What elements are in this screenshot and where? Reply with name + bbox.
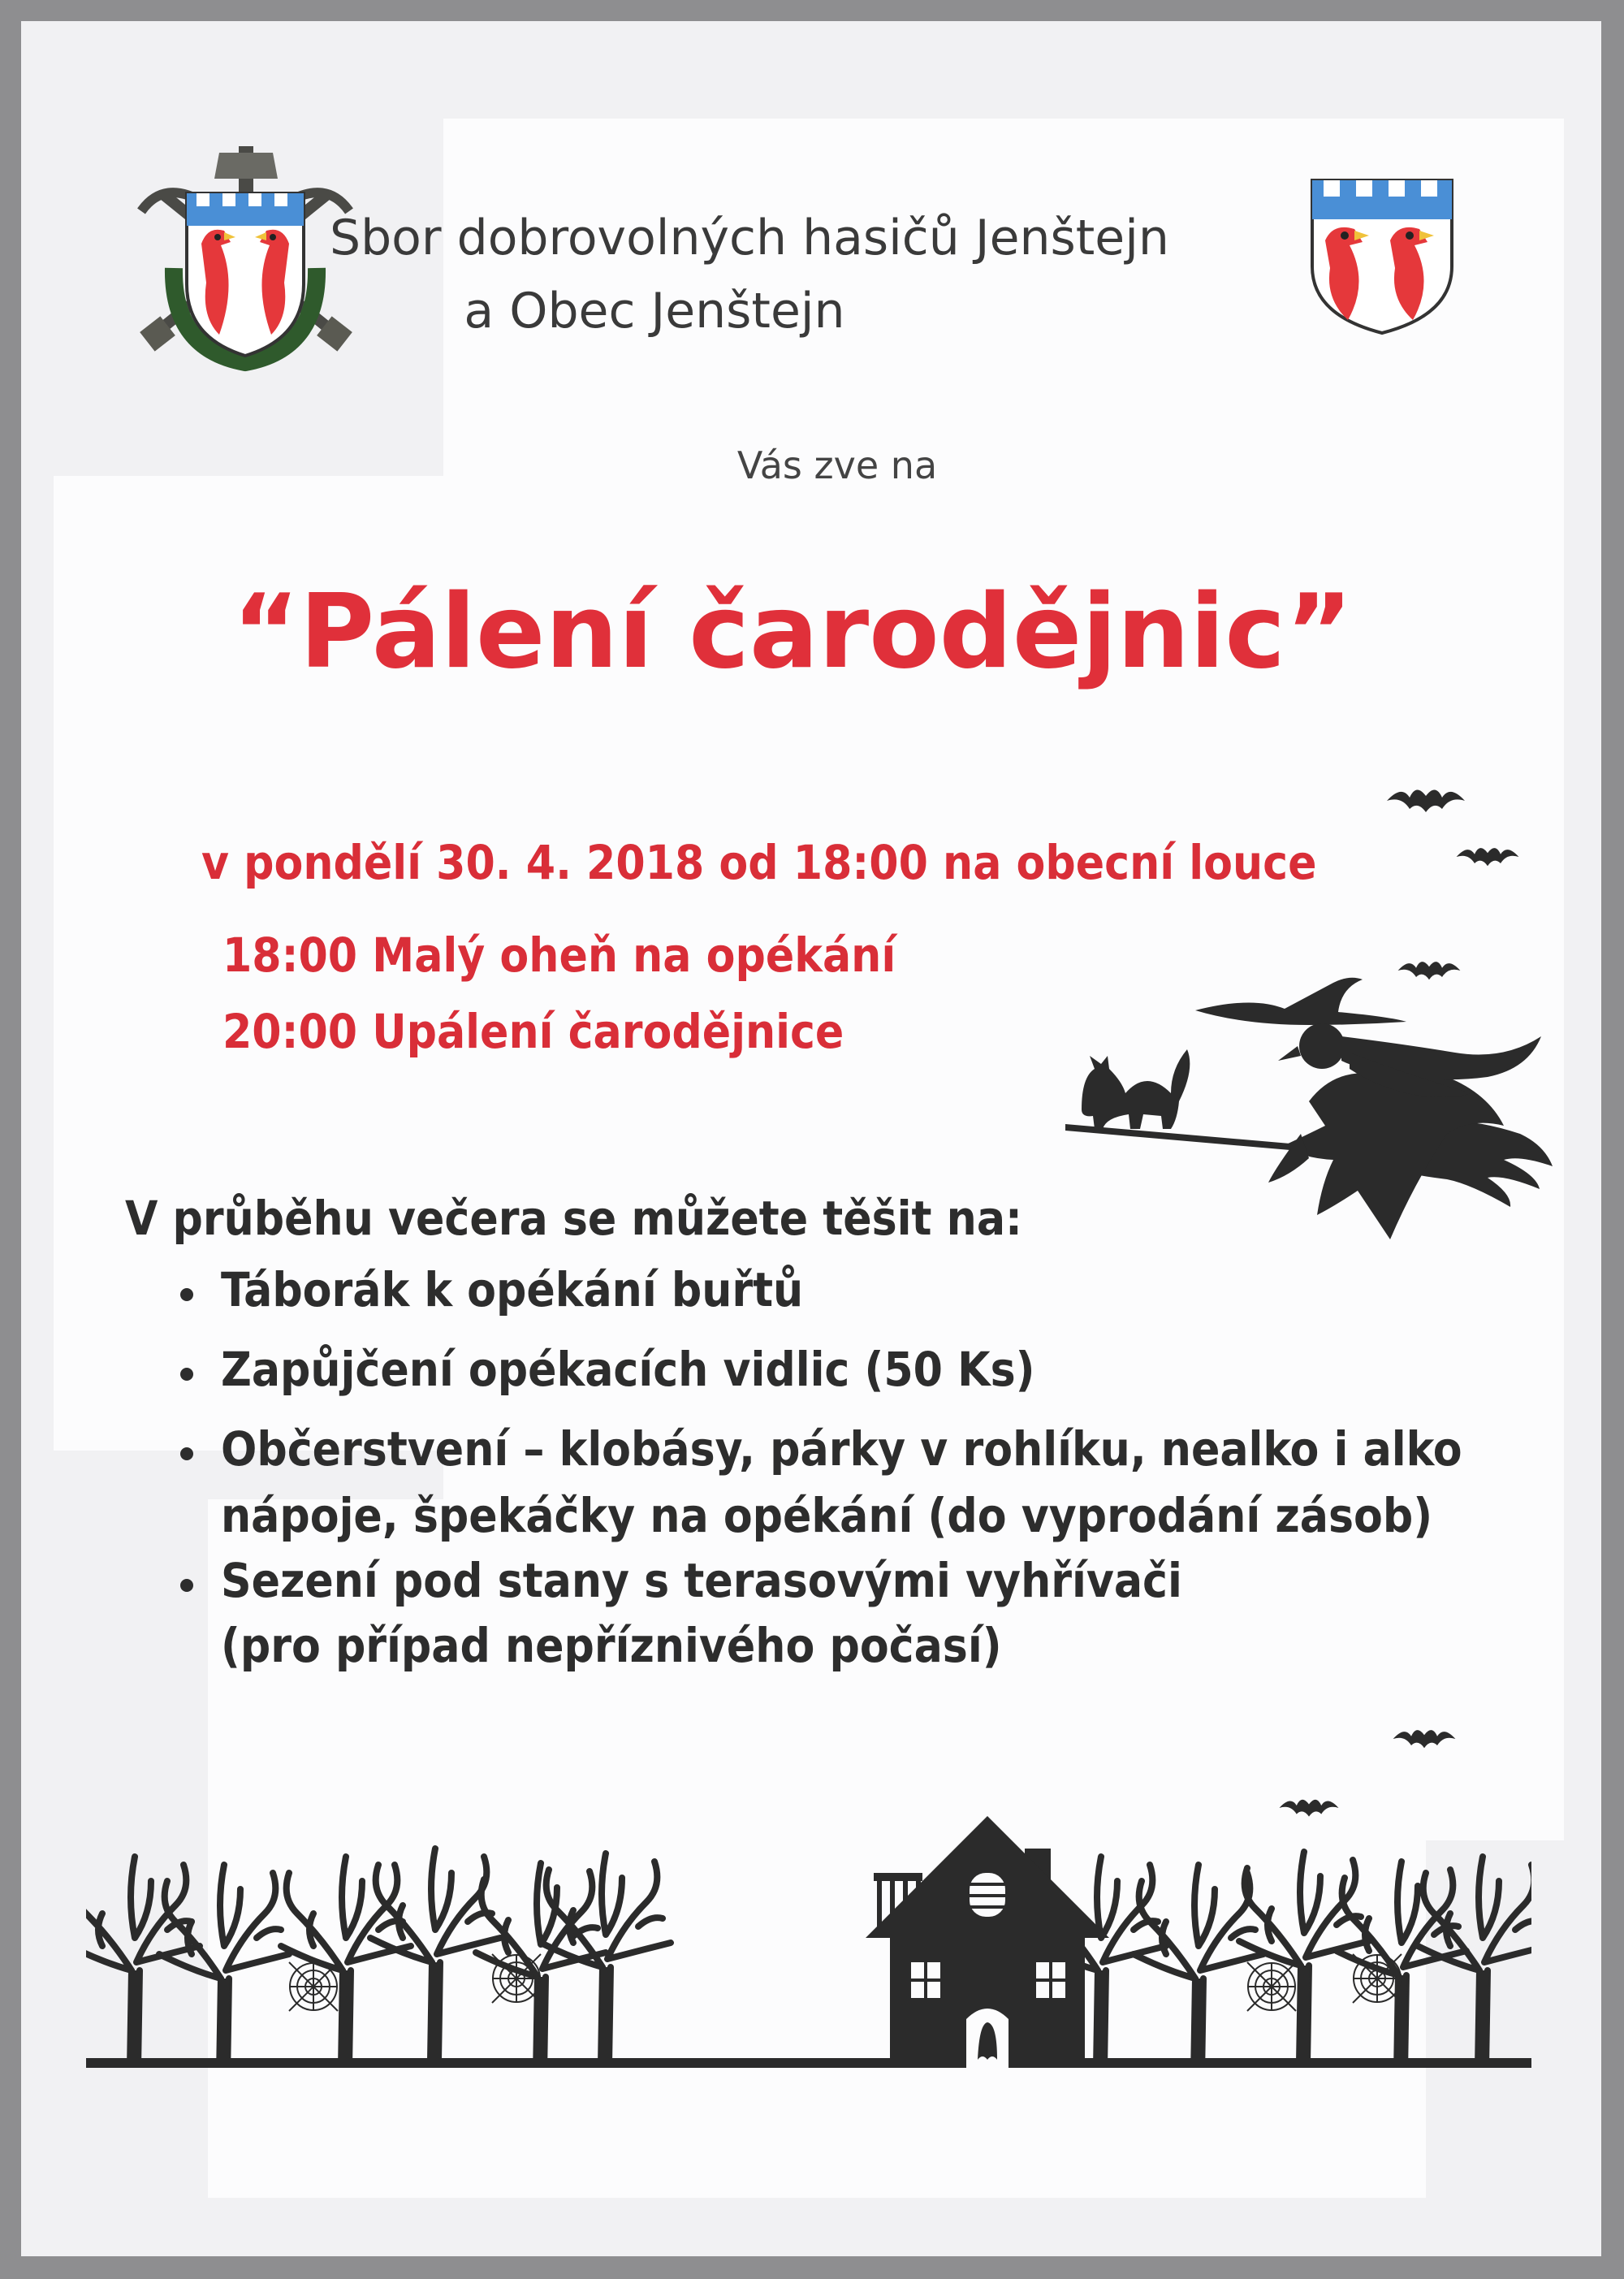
bat-icon: [1278, 1788, 1340, 1827]
schedule-item: 18:00 Malý oheň na opékání: [222, 928, 896, 983]
bullet-icon: [180, 1579, 193, 1592]
bat-icon: [1385, 776, 1466, 825]
haunted-house-icon: [866, 1816, 1142, 2068]
invite-text: Vás zve na: [736, 443, 938, 487]
schedule-item: 20:00 Upálení čarodějnice: [222, 1004, 844, 1059]
witch-on-broom-icon: [1065, 971, 1553, 1296]
program-item: Občerstvení – klobásy, párky v rohlíku, nealko i alko: [221, 1421, 1462, 1477]
event-date-line: v pondělí 30. 4. 2018 od 18:00 na obecní louce: [201, 835, 1317, 890]
bat-icon: [1392, 1719, 1457, 1759]
program-item-continuation: nápoje, špekáčky na opékání (do vyprodání zásob): [221, 1488, 1433, 1543]
program-item: Zapůjčení opékacích vidlic (50 Ks): [221, 1342, 1035, 1397]
bullet-icon: [180, 1447, 193, 1460]
event-title: “Pálení čarodějnic”: [232, 572, 1353, 691]
municipal-coat-of-arms-icon: [1309, 177, 1455, 336]
bullet-icon: [180, 1288, 193, 1301]
program-item: Sezení pod stany s terasovými vyhřívači: [221, 1553, 1182, 1608]
program-heading: V průběhu večera se můžete těšit na:: [125, 1191, 1022, 1246]
program-item: Táborák k opékání buřtů: [221, 1262, 804, 1317]
bat-icon: [1455, 837, 1520, 877]
poster-sheet: [21, 21, 1601, 2256]
bare-tree-icon: [86, 1840, 1531, 2068]
organizer-line-2: a Obec Jenštejn: [464, 283, 845, 339]
bullet-icon: [180, 1368, 193, 1381]
program-item-continuation: (pro případ nepříznivého počasí): [221, 1618, 1002, 1673]
organizer-line-1: Sbor dobrovolných hasičů Jenštejn: [330, 210, 1169, 266]
